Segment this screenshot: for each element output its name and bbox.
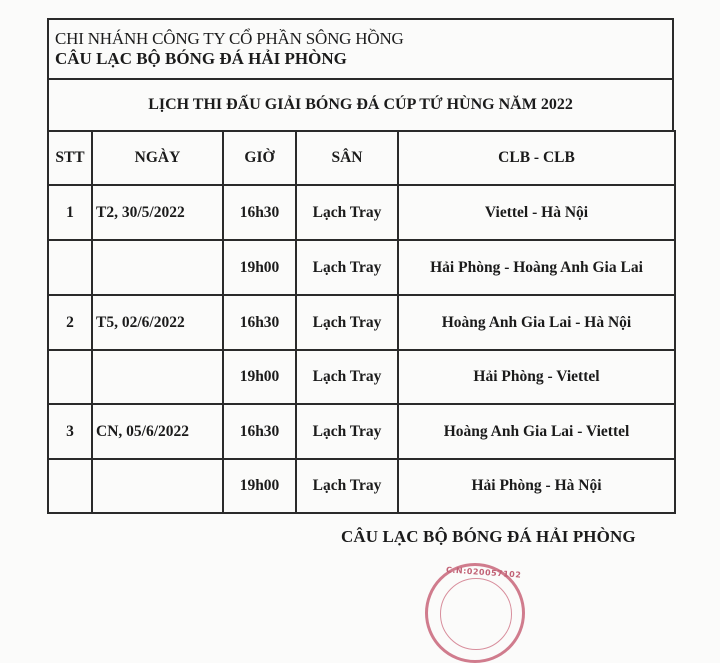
cell-date [92,459,223,513]
table-row [48,295,675,350]
cell-venue: Lạch Tray [296,404,398,459]
cell-stt [48,350,92,404]
cell-stt [48,240,92,295]
column-header-stt: STT [48,131,92,185]
stamp-registration-number: C.N:020057102 [445,565,522,580]
cell-venue: Lạch Tray [296,459,398,513]
cell-stt: 1 [48,185,92,240]
cell-venue: Lạch Tray [296,350,398,404]
document-header-box [47,18,674,132]
table-row [48,185,675,240]
table-row [48,350,675,404]
cell-time: 19h00 [223,459,296,513]
match-schedule-table [47,130,676,514]
cell-match: Hải Phòng - Viettel [398,350,675,404]
cell-date [92,240,223,295]
cell-stt: 2 [48,295,92,350]
cell-match: Hoàng Anh Gia Lai - Viettel [398,404,675,459]
column-header-venue: SÂN [296,131,398,185]
signatory-name: CÂU LẠC BỘ BÓNG ĐÁ HẢI PHÒNG [341,527,636,546]
cell-stt [48,459,92,513]
column-header-date: NGÀY [92,131,223,185]
cell-stt: 3 [48,404,92,459]
column-header-time: GIỜ [223,131,296,185]
column-header-match: CLB - CLB [398,131,675,185]
parent-organization: CHI NHÁNH CÔNG TY CỔ PHẦN SÔNG HỒNG [55,29,404,48]
official-stamp-icon [425,563,525,663]
cell-time: 19h00 [223,240,296,295]
cell-time: 16h30 [223,185,296,240]
cell-date: T5, 02/6/2022 [92,295,223,350]
table-header-row [48,131,675,185]
cell-time: 16h30 [223,295,296,350]
table-row [48,240,675,295]
cell-venue: Lạch Tray [296,295,398,350]
cell-match: Hải Phòng - Hà Nội [398,459,675,513]
cell-date: T2, 30/5/2022 [92,185,223,240]
cell-date: CN, 05/6/2022 [92,404,223,459]
table-row [48,459,675,513]
cell-match: Hải Phòng - Hoàng Anh Gia Lai [398,240,675,295]
cell-venue: Lạch Tray [296,240,398,295]
organization-header [49,20,672,80]
club-name: CÂU LẠC BỘ BÓNG ĐÁ HẢI PHÒNG [55,49,347,68]
cell-match: Viettel - Hà Nội [398,185,675,240]
cell-date [92,350,223,404]
table-row [48,404,675,459]
stamp-inner-ring [440,578,512,650]
cell-time: 19h00 [223,350,296,404]
schedule-title: LỊCH THI ĐẤU GIẢI BÓNG ĐÁ CÚP TỨ HÙNG NĂM 2022 [49,80,672,132]
cell-match: Hoàng Anh Gia Lai - Hà Nội [398,295,675,350]
cell-time: 16h30 [223,404,296,459]
cell-venue: Lạch Tray [296,185,398,240]
